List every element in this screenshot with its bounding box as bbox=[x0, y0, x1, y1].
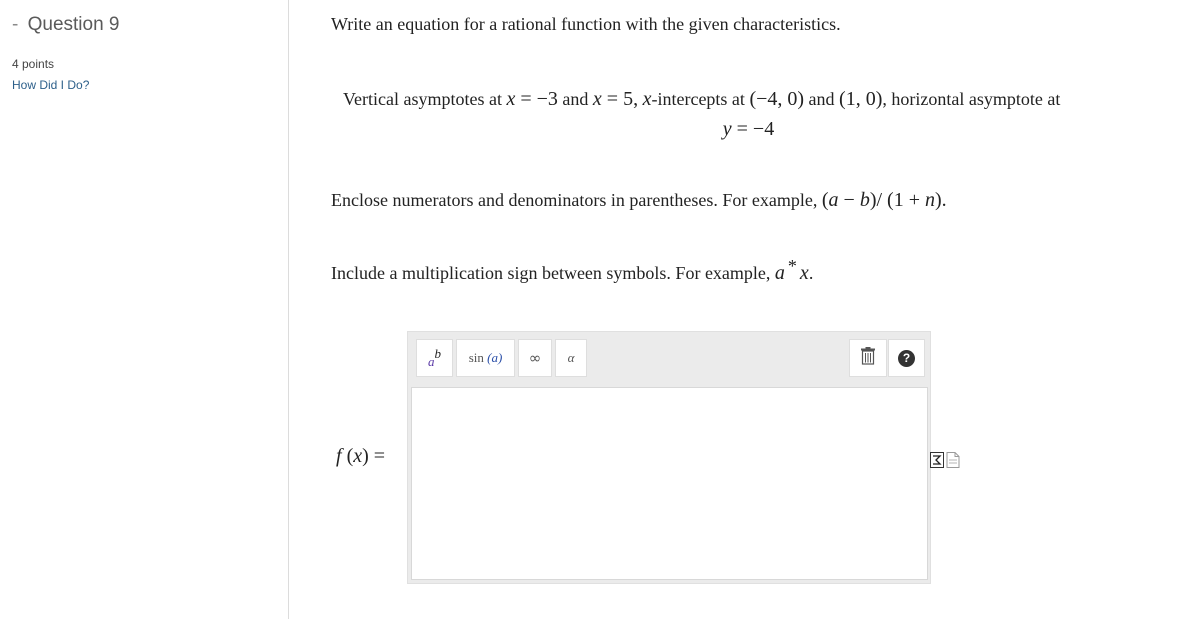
math-var-a: a bbox=[828, 189, 839, 211]
math-var-y: y bbox=[722, 118, 732, 140]
math-var-x: x bbox=[353, 445, 363, 467]
math-f: f bbox=[336, 445, 342, 467]
trash-icon bbox=[860, 347, 876, 370]
answer-label: f (x) = bbox=[336, 445, 386, 467]
clear-button[interactable] bbox=[849, 339, 887, 377]
enclose-instruction bbox=[331, 189, 947, 212]
power-exponent: b bbox=[434, 346, 441, 361]
math-eq-minus4: = −4 bbox=[731, 118, 775, 140]
help-button[interactable] bbox=[888, 339, 925, 377]
infinity-symbol: ∞ bbox=[528, 349, 542, 367]
question-sidebar bbox=[0, 0, 289, 619]
include-instruction bbox=[331, 256, 814, 285]
math-var-b: b bbox=[859, 189, 870, 211]
and-text: and bbox=[557, 89, 593, 109]
power-base: a bbox=[428, 354, 435, 369]
help-icon: ? bbox=[898, 350, 915, 367]
enclose-text: Enclose numerators and denominators in parentheses. For example, bbox=[331, 190, 822, 210]
and-text: and bbox=[804, 89, 840, 109]
include-text: Include a multiplication sign between symbols. For example, bbox=[331, 263, 775, 283]
math-eq-minus3: = −3 bbox=[515, 88, 558, 110]
x-intercepts-text: -intercepts at bbox=[651, 89, 750, 109]
math-equals: = bbox=[368, 445, 386, 467]
math-open-paren: ( bbox=[821, 189, 829, 211]
function-button[interactable] bbox=[456, 339, 515, 377]
alpha-symbol: α bbox=[567, 350, 575, 365]
math-var-x: x bbox=[506, 88, 516, 110]
characteristics-line-1 bbox=[343, 88, 1060, 111]
answer-input[interactable] bbox=[411, 387, 928, 580]
math-minus: − bbox=[838, 189, 860, 211]
math-var-n: n bbox=[924, 189, 935, 211]
math-eq-5: = 5, bbox=[601, 88, 639, 110]
document-icon[interactable] bbox=[946, 452, 960, 473]
math-point-2: (1, 0) bbox=[839, 88, 883, 110]
math-var-x: x bbox=[592, 88, 602, 110]
collapse-dash[interactable]: - bbox=[12, 14, 19, 35]
period: . bbox=[808, 263, 814, 283]
math-division-part: )/ (1 + bbox=[869, 189, 925, 211]
question-title[interactable] bbox=[12, 14, 120, 36]
editor-side-icons bbox=[930, 452, 960, 473]
vertical-asymptotes-text: Vertical asymptotes at bbox=[343, 89, 507, 109]
infinity-button[interactable] bbox=[518, 339, 552, 377]
how-did-i-do-link[interactable]: How Did I Do? bbox=[12, 78, 90, 92]
characteristics-line-2 bbox=[0, 118, 1186, 141]
sin-label: sin bbox=[468, 350, 484, 365]
math-close: ). bbox=[934, 189, 947, 211]
math-var-x: x bbox=[642, 88, 652, 110]
points-label: 4 points bbox=[12, 57, 55, 71]
power-button[interactable] bbox=[416, 339, 453, 377]
math-star: * bbox=[787, 256, 797, 276]
greek-letters-button[interactable] bbox=[555, 339, 587, 377]
math-var-x: x bbox=[799, 262, 809, 284]
equation-editor-icon[interactable] bbox=[930, 452, 944, 473]
question-title-text: Question 9 bbox=[27, 14, 120, 35]
sin-arg: (a) bbox=[487, 350, 503, 365]
math-var-a: a bbox=[774, 262, 785, 284]
math-point-1: (−4, 0) bbox=[749, 88, 805, 110]
horizontal-asymptote-text: , horizontal asymptote at bbox=[882, 89, 1061, 109]
question-prompt: Write an equation for a rational function with the given characteristics. bbox=[331, 14, 841, 34]
